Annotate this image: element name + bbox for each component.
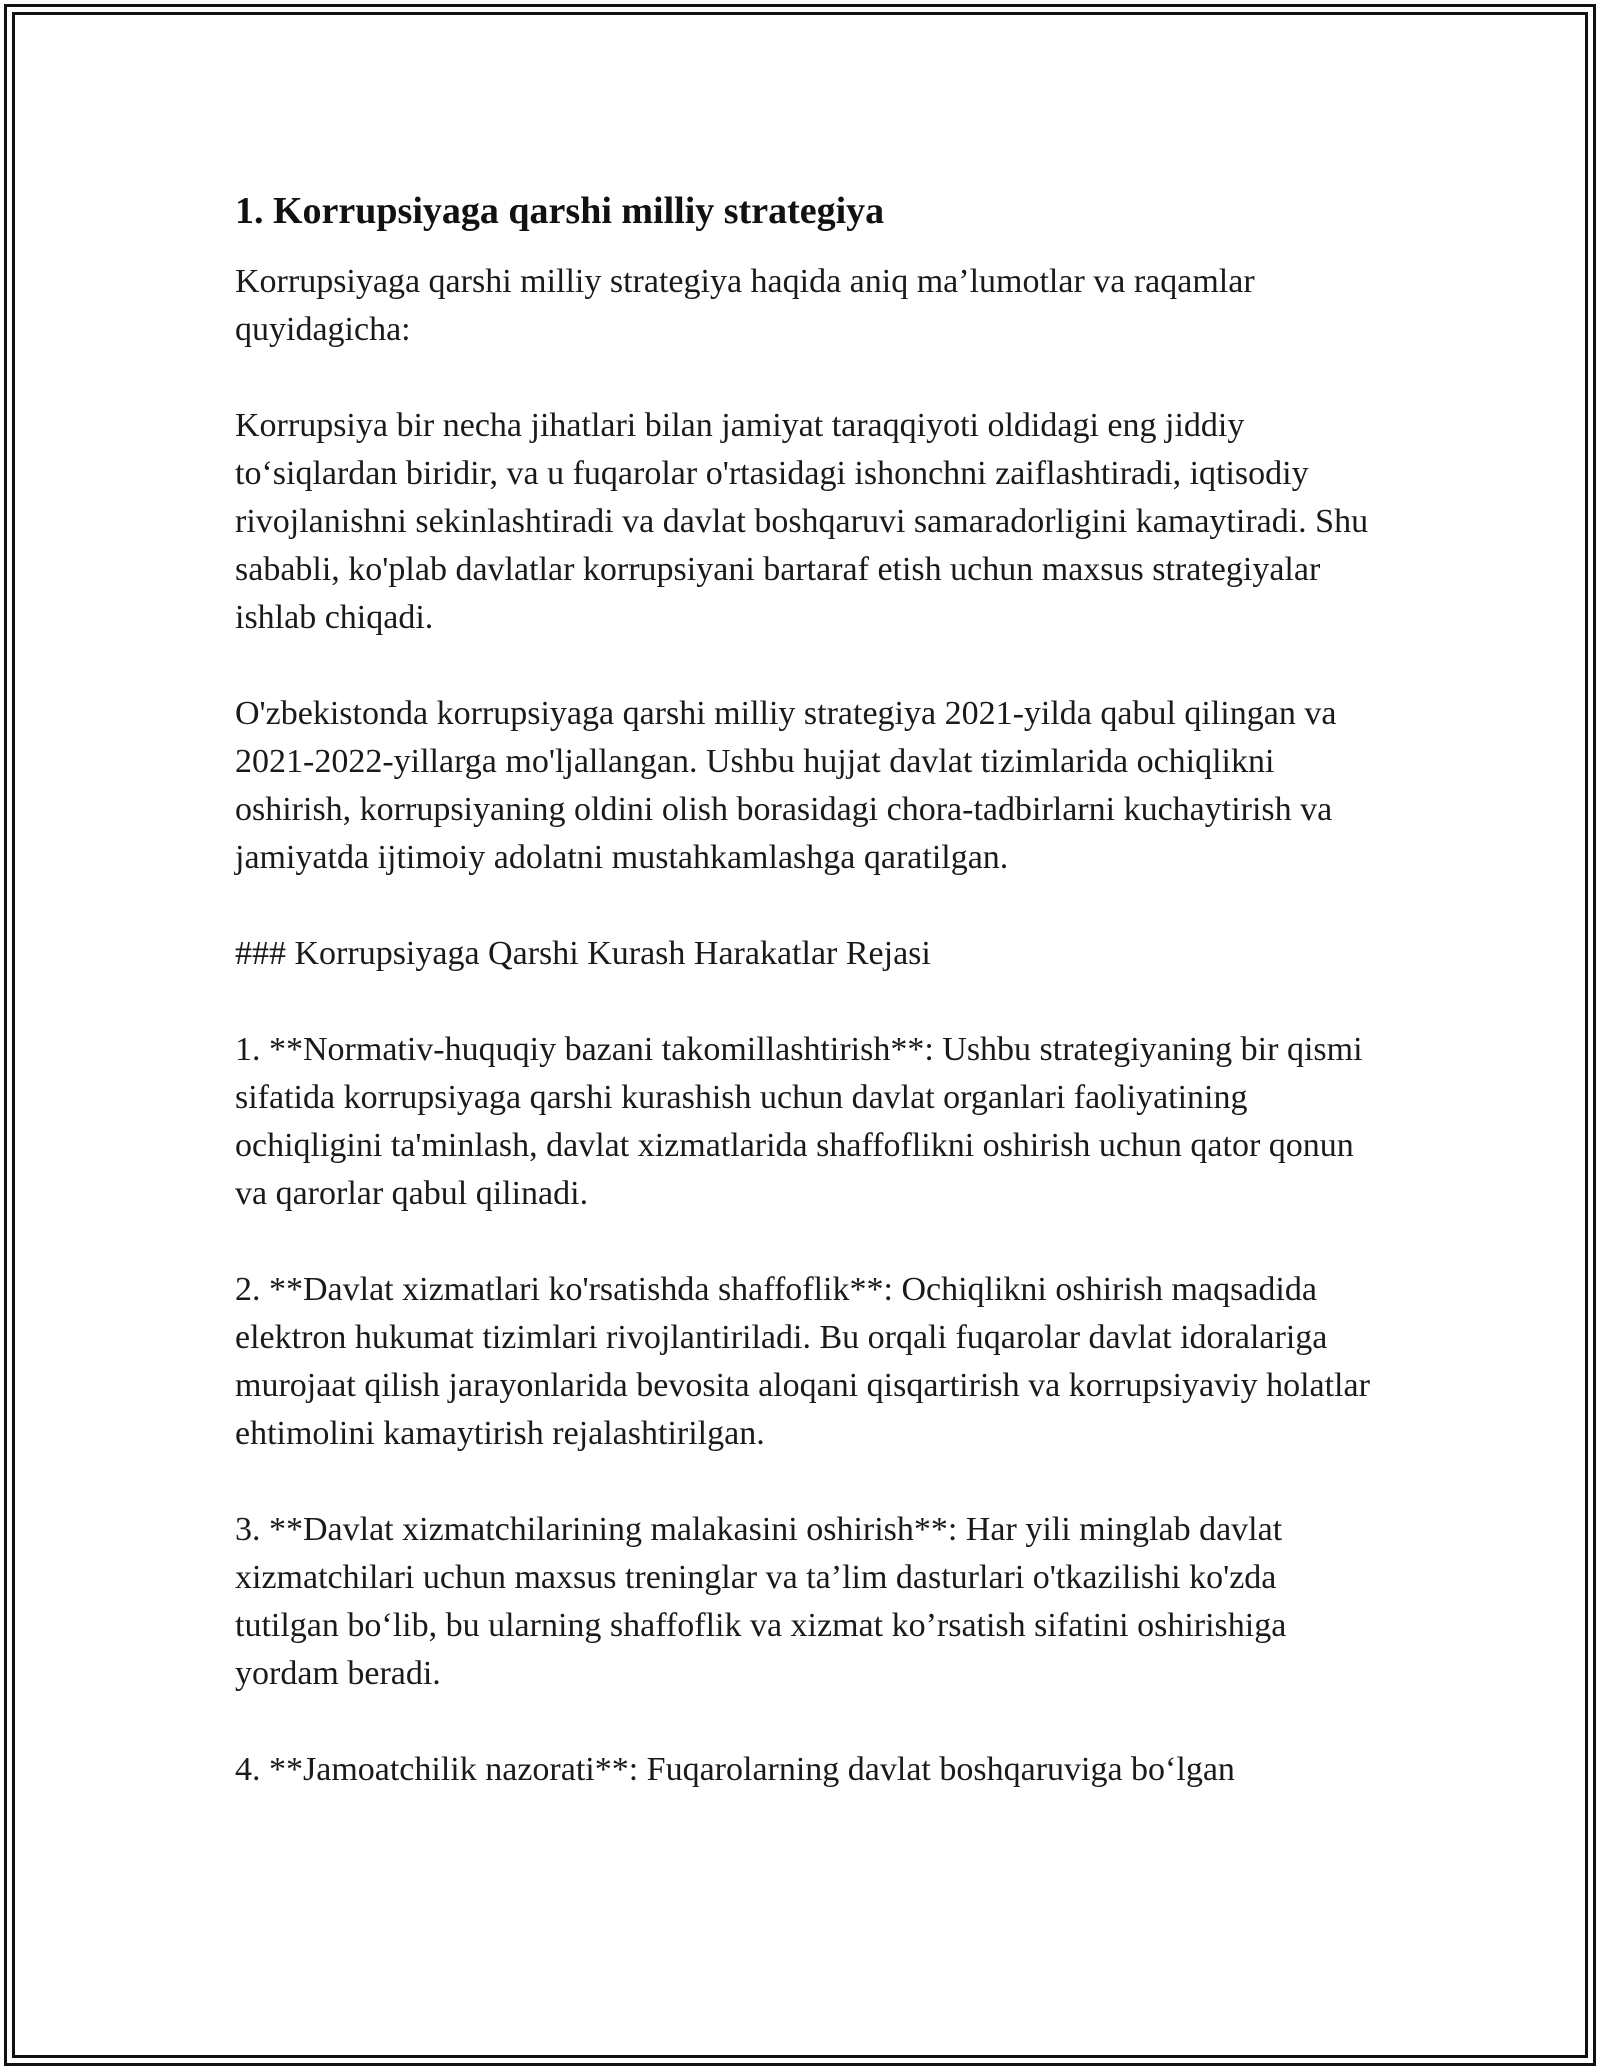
document-title: 1. Korrupsiyaga qarshi milliy strategiya xyxy=(235,190,885,232)
list-item-4: 4. **Jamoatchilik nazorati**: Fuqarolarning davlat boshqaruviga bo‘lgan xyxy=(235,1750,1235,1788)
section-heading: ### Korrupsiyaga Qarshi Kurash Harakatlar Rejasi xyxy=(235,934,931,972)
list-item-3: 3. **Davlat xizmatchilarining malakasini oshirish**: Har yili minglab davlat xizmatchilari uchun maxsus treninglar va ta’lim dasturlari o'tkazilishi ko'zda tutilgan bo‘lib, bu ularning shaffoflik va xizmat ko’rsatish sifatini oshirishiga yordam beradi. xyxy=(235,1510,1287,1692)
document-body xyxy=(235,188,1375,1794)
list-item-2: 2. **Davlat xizmatlari ko'rsatishda shaffoflik**: Ochiqlikni oshirish maqsadida elektron hukumat tizimlari rivojlantiriladi. Bu orqali fuqarolar davlat idoralariga murojaat qilish jarayonlarida bevosita aloqani qisqartirish va korrupsiyaviy holatlar ehtimolini kamaytirish rejalashtirilgan. xyxy=(235,1270,1370,1452)
context-paragraph: Korrupsiya bir necha jihatlari bilan jamiyat taraqqiyoti oldidagi eng jiddiy to‘siqlardan biridir, va u fuqarolar o'rtasidagi ishonchni zaiflashtiradi, iqtisodiy rivojlanishni sekinlashtiradi va davlat boshqaruvi samaradorligini kamaytiradi. Shu sababli, ko'plab davlatlar korrupsiyani bartaraf etish uchun maxsus strategiyalar ishlab chiqadi. xyxy=(235,406,1369,636)
intro-paragraph: Korrupsiyaga qarshi milliy strategiya haqida aniq ma’lumotlar va raqamlar quyidagicha: xyxy=(235,262,1255,348)
strategy-paragraph: O'zbekistonda korrupsiyaga qarshi milliy strategiya 2021-yilda qabul qilingan va 2021-2022-yillarga mo'ljallangan. Ushbu hujjat davlat tizimlarida ochiqlikni oshirish, korrupsiyaning oldini olish borasidagi chora-tadbirlarni kuchaytirish va jamiyatda ijtimoiy adolatni mustahkamlashga qaratilgan. xyxy=(235,694,1337,876)
list-item-1: 1. **Normativ-huquqiy bazani takomillashtirish**: Ushbu strategiyaning bir qismi sifatida korrupsiyaga qarshi kurashish uchun davlat organlari faoliyatining ochiqligini ta'minlash, davlat xizmatlarida shaffoflikni oshirish uchun qator qonun va qarorlar qabul qilinadi. xyxy=(235,1030,1363,1212)
